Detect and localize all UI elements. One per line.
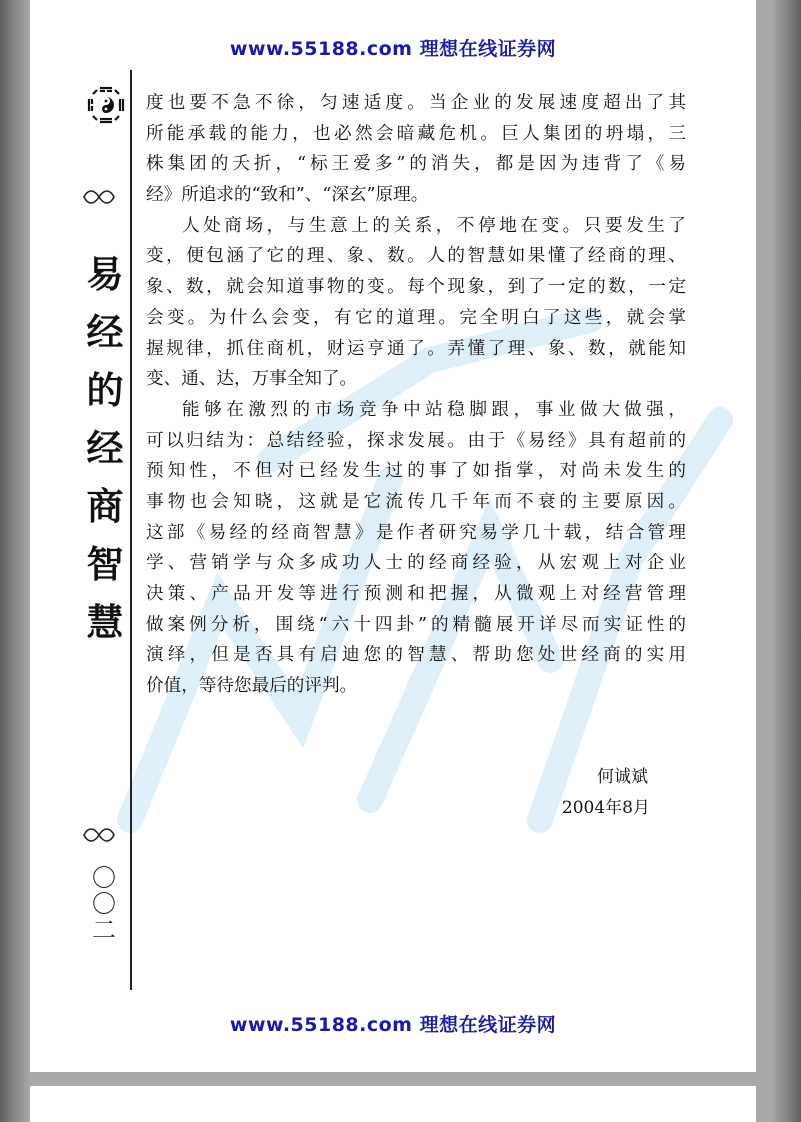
text-line: 会变。为什么会变，有它的道理。完全明白了这些，就会掌	[146, 307, 686, 328]
page-number-char: 〇	[92, 864, 116, 892]
text-line: 度也要不急不徐，匀速适度。当企业的发展速度超出了其	[146, 93, 686, 113]
title-char: 易	[86, 252, 124, 296]
page-number	[90, 865, 118, 943]
body-text	[146, 88, 686, 702]
title-char: 商	[86, 484, 124, 528]
title-char: 慧	[86, 600, 124, 644]
text-line: 做案例分析，围绕“六十四卦”的精髓展开详尽而实证性的	[146, 614, 686, 635]
margin-divider-line	[130, 70, 132, 990]
text-line: 预知性，不但对已经发生过的事了如指掌，对尚未发生的	[146, 461, 686, 482]
text-line: 学、营销学与众多成功人士的经商经验，从宏观上对企业	[146, 553, 686, 574]
title-char: 智	[86, 542, 124, 586]
title-char: 经	[86, 426, 124, 470]
text-line: 价值，等待您最后的评判。	[146, 676, 358, 697]
wave-ornament-icon	[82, 188, 116, 206]
wave-ornament-icon	[82, 826, 116, 844]
text-line: 决策、产品开发等进行预测和把握，从微观上对经营管理	[146, 584, 686, 604]
signature-date: 2004年8月	[561, 798, 650, 818]
book-page	[30, 0, 756, 1072]
page-number-char: 二	[92, 916, 116, 944]
text-line: 经》所追求的“致和”、“深玄”原理。	[146, 185, 429, 206]
paragraph	[146, 395, 686, 702]
text-line: 人处商场，与生意上的关系，不停地在变。只要发生了	[182, 215, 686, 236]
title-char: 经	[86, 310, 124, 354]
text-line: 能够在激烈的市场竞争中站稳脚跟，事业做大做强，	[182, 399, 686, 420]
text-line: 这部《易经的经商智慧》是作者研究易学几十载，结合管理	[146, 522, 686, 543]
side-book-title	[82, 245, 128, 651]
text-line: 所能承载的能力，也必然会暗藏危机。巨人集团的坍塌，三	[146, 123, 686, 144]
page-number-char: 〇	[92, 890, 116, 918]
footer-site-url[interactable]: www.55188.com 理想在线证券网	[229, 1014, 557, 1036]
text-line: 株集团的夭折，“标王爱多”的消失，都是因为违背了《易	[146, 154, 686, 175]
bagua-icon	[86, 85, 126, 125]
text-line: 握规律，抓住商机，财运亨通了。弄懂了理、象、数，就能知	[146, 338, 686, 359]
text-line: 演绎，但是否具有启迪您的智慧、帮助您处世经商的实用	[146, 645, 686, 666]
text-line: 变、通、达，万事全知了。	[146, 369, 358, 390]
next-page-edge	[30, 1086, 756, 1122]
title-char: 的	[86, 368, 124, 412]
text-line: 事物也会知晓，这就是它流传几千年而不衰的主要原因。	[146, 491, 686, 512]
paragraph	[146, 211, 686, 395]
signature-block	[562, 762, 650, 818]
text-line: 变，便包涵了它的理、象、数。人的智慧如果懂了经商的理、	[146, 246, 686, 267]
header-site-url[interactable]: www.55188.com 理想在线证券网	[229, 38, 557, 60]
paragraph	[146, 88, 686, 211]
author-name: 何诚斌	[597, 767, 648, 787]
text-line: 象、数，就会知道事物的变。每个现象，到了一定的数，一定	[146, 277, 686, 298]
text-line: 可以归结为：总结经验，探求发展。由于《易经》具有超前的	[146, 430, 686, 451]
